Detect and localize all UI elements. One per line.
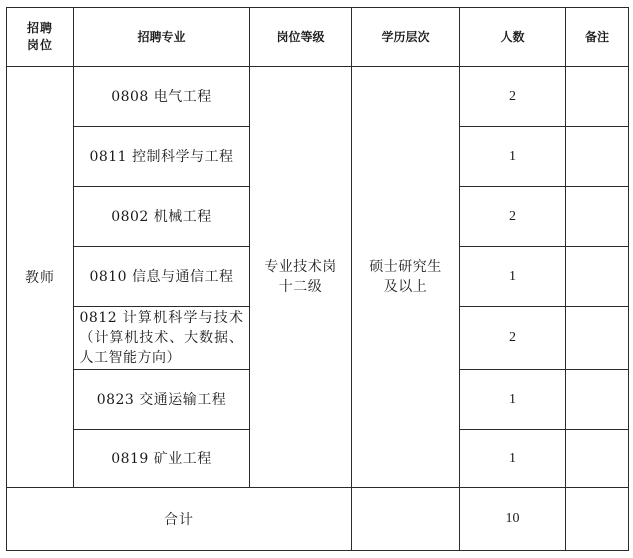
count-cell: 1 <box>460 430 566 488</box>
total-count: 10 <box>460 488 566 551</box>
count-cell: 2 <box>460 307 566 370</box>
major-cell <box>74 307 250 370</box>
remark-cell <box>566 127 629 187</box>
major-cell: 0810 信息与通信工程 <box>74 247 250 307</box>
count-cell: 1 <box>460 247 566 307</box>
remark-cell <box>566 187 629 247</box>
remark-cell <box>566 247 629 307</box>
grade-cell <box>250 67 352 488</box>
total-remark-cell <box>566 488 629 551</box>
header-position-label: 招聘岗位 <box>26 21 53 52</box>
major-cell-text: 0812 计算机科学与技术（计算机技术、大数据、人工智能方向） <box>79 310 244 366</box>
remark-cell <box>566 430 629 488</box>
header-position <box>7 8 74 67</box>
grade-value: 专业技术岗十二级 <box>264 259 337 295</box>
total-empty-cell <box>352 488 460 551</box>
major-cell: 0808 电气工程 <box>74 67 250 127</box>
major-cell: 0823 交通运输工程 <box>74 370 250 430</box>
remark-cell <box>566 67 629 127</box>
header-remark: 备注 <box>566 8 629 67</box>
remark-cell <box>566 370 629 430</box>
education-value: 硕士研究生及以上 <box>369 259 442 295</box>
major-cell: 0802 机械工程 <box>74 187 250 247</box>
count-cell: 2 <box>460 67 566 127</box>
major-cell: 0819 矿业工程 <box>74 430 250 488</box>
header-count: 人数 <box>460 8 566 67</box>
header-education: 学历层次 <box>352 8 460 67</box>
table-header-row <box>7 8 629 67</box>
count-cell: 1 <box>460 370 566 430</box>
table-row <box>7 67 629 127</box>
remark-cell <box>566 307 629 370</box>
count-cell: 2 <box>460 187 566 247</box>
post-cell: 教师 <box>7 67 74 488</box>
major-cell: 0811 控制科学与工程 <box>74 127 250 187</box>
recruitment-table <box>6 7 629 551</box>
header-grade: 岗位等级 <box>250 8 352 67</box>
total-row <box>7 488 629 551</box>
header-major: 招聘专业 <box>74 8 250 67</box>
count-cell: 1 <box>460 127 566 187</box>
education-cell <box>352 67 460 488</box>
total-label: 合计 <box>7 488 352 551</box>
